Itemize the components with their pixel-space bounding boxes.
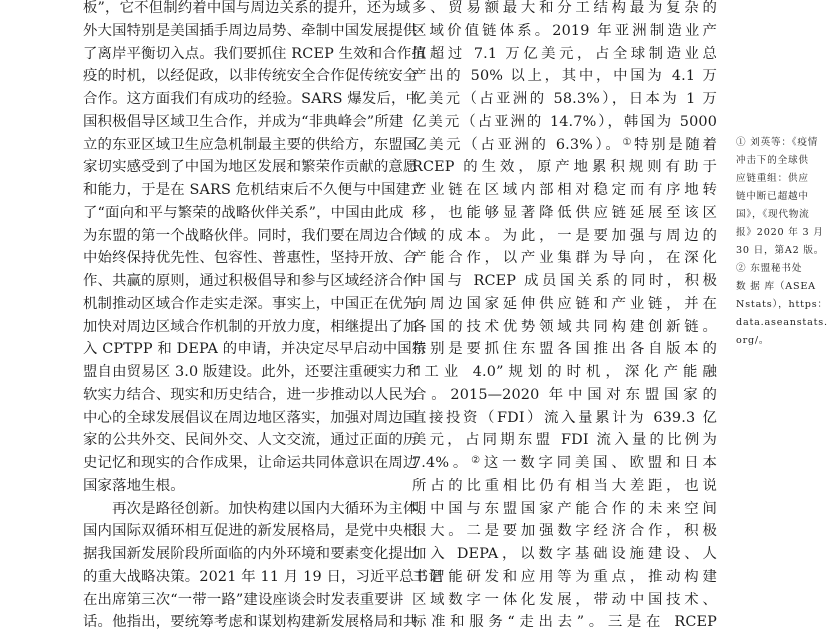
text-line [412,475,717,498]
text-line [412,225,717,248]
text-line [412,293,717,316]
text-line [412,520,717,543]
text-line: 国家落地生根。 [83,477,185,494]
text-line: 入 CPTPP 和 DEPA 的申请，并决定尽早启动中国东 [83,341,427,358]
text-line-content: 区域数字一体化发展，带动中国技术、 [412,591,717,608]
text-line [412,111,717,134]
text-line-content: 各国的技术优势领域共同构建创新链。 [412,318,717,335]
text-line-content: “工业 4.0”规划的时机，深化产能融 [412,364,717,380]
text-line [412,156,717,179]
text-line-content: 加入 DEPA，以数字基础设施建设、人 [412,546,717,562]
text-line-content: 合。2015—2020 年中国对东盟国家的 [412,386,717,403]
text-line [412,452,717,475]
footnote-line: org/。 [736,335,770,346]
text-line-tail: 特别是随着 [634,136,717,153]
footnote-marker: ② [471,455,484,466]
text-line: 合作。这方面我们有成功的经验。SARS 爆发后，中 [83,91,421,107]
text-line-content: 直接投资（FDI）流入量累计为 639.3 亿 [412,409,717,426]
right-text-column [412,0,717,634]
text-line [412,316,717,339]
text-line-content: 产能合作，以产业集群为导向，在深化 [412,250,717,267]
footnote-line: 国》，《现代物流 [736,209,810,220]
footnote-line: 报》2020 年 3 月 [736,227,824,238]
footnote-line: ① 刘英等：《疫情 [736,137,819,148]
text-line: 的重大战略决策。2021 年 11 月 19 日，习近平总书记 [83,568,443,585]
text-line [412,202,717,225]
text-line [412,543,717,566]
text-line: 国积极倡导区域卫生合作，并成为“非典峰会”所建 [83,113,404,130]
text-line: 软实力结合、现实和历史结合，进一步推动以人民为 [83,386,418,403]
text-line-content: RCEP 的生效，原产地累积规则有助于 [412,159,717,176]
footnote-line: 链中断已超越中 [736,191,809,202]
text-line-content: 亿美元（占亚洲的 14.7%），韩国为 5000 [412,113,717,130]
text-line: 了“面向和平与繁荣的战略伙伴关系”，中国由此成 [83,204,404,221]
footnote-line: 数 据 库（ASEA [736,281,816,292]
text-line: 立的东亚区域卫生应急机制最主要的供给方，东盟国 [83,136,418,153]
text-line-content: 亿美元（占亚洲的 58.3%），日本为 1 万 [412,91,717,107]
text-line [412,0,717,20]
text-line: 外大国特别是美国插手周边局势、牵制中国发展提供 [83,22,418,39]
text-line [412,611,717,634]
text-line: 家的公共外交、民间外交、人文交流，通过正面的历 [83,432,418,449]
text-line: 和能力，于是在 SARS 危机结束后不久便与中国建立 [83,182,425,198]
text-line: 加快对周边区域合作机制的开放力度，相继提出了加 [83,318,418,335]
text-line-content: 区域价值链体系。2019 年亚洲制造业产 [412,22,717,39]
text-line [412,179,717,202]
text-line-content: 中国与 RCEP 成员国关系的同时，积极 [412,273,717,289]
text-line-tail: 这一数字同美国、欧盟和日本 [483,455,718,471]
footnote-line: Nstats），https： [736,299,828,310]
text-line [412,429,717,452]
text-line: 据我国新发展阶段所面临的内外环境和要素变化提出 [83,546,418,562]
text-line-content: 很大。二是要加强数字经济合作，积极 [412,523,717,540]
text-line: 在出席第三次“一带一路”建设座谈会时发表重要讲 [83,591,404,608]
footnote-line: ② 东盟秘书处 [736,263,803,274]
text-line [412,384,717,407]
text-line: 作、共赢的原则，通过积极倡导和参与区域经济合作 [83,273,418,289]
text-line-content: 产业链在区域内部相对稳定而有序地转 [412,182,717,198]
text-line-content: 向周边国家延伸供应链和产业链，并在 [412,295,717,312]
text-line-content: 工智能研发和应用等为重点，推动构建 [412,568,717,585]
text-line: 盟自由贸易区 3.0 版建设。此外，还要注重硬实力和 [83,364,422,380]
text-line-content: 产出的 50% 以上，其中，中国为 4.1 万 [412,68,717,85]
text-line-content: 7.4%。 [412,455,472,471]
text-line-content: 域的成本。为此，一是要加强与周边的 [412,227,717,244]
text-line [412,407,717,430]
text-line [412,566,717,589]
text-line [412,338,717,361]
text-line: 了离岸平衡切入点。我们要抓住 RCEP 生效和合作抗 [83,45,426,62]
text-line: 话。他指出，要统筹考虑和谋划构建新发展格局和共 [83,614,418,631]
text-line-content: 移，也能够显著降低供应链延展至该区 [412,204,717,221]
text-line [412,361,717,384]
text-line: 机制推动区域合作走实走深。事实上，中国正在优先 [83,295,418,312]
footnote-line: 应链重组：供应 [736,173,809,184]
text-line [412,43,717,66]
text-line-content: 标准和服务“走出去”。三是在 RCEP [412,614,717,631]
text-line: 板”，它不但制约着中国与周边关系的提升，还为域 [83,0,411,16]
text-line-content: 特别是要抓住东盟各国推出各自版本的 [412,341,717,358]
text-line-content: 明中国与东盟国家产能合作的未来空间 [412,500,717,517]
text-line [412,498,717,521]
text-line: 家切实感受到了中国为地区发展和繁荣作贡献的意愿 [83,159,418,176]
text-line [412,270,717,293]
text-line: 中始终保持优先性、包容性、普惠性，坚持开放、合 [83,250,418,267]
footnotes-column [736,134,828,350]
footnote-marker: ① [622,136,635,148]
text-line-content: 值超过 7.1 万亿美元，占全球制造业总 [412,45,717,62]
text-line: 再次是路径创新。加快构建以国内大循环为主体、 [112,500,432,517]
text-line: 史记忆和现实的合作成果，让命运共同体意识在周边 [83,455,418,471]
text-line [412,134,717,157]
footnote-line: 30 日，第A2 版。 [736,245,825,256]
footnote-line: 冲击下的全球供 [736,155,809,166]
text-line [412,65,717,88]
text-line: 疫的时机，以经促政，以非传统安全合作促传统安全 [83,68,418,85]
text-line-content: 多、贸易额最大和分工结构最为复杂的 [412,0,717,16]
text-line: 国内国际双循环相互促进的新发展格局，是党中央根 [83,523,418,540]
footnote-line: data.aseanstats. [736,317,828,328]
text-line: 中心的全球发展倡议在周边地区落实，加强对周边国 [83,409,418,426]
text-line-content: 亿美元（占亚洲的 6.3%）。 [412,136,623,153]
text-line [412,247,717,270]
text-line [412,88,717,111]
text-line [412,20,717,43]
text-line [412,589,717,612]
text-line-content: 美元，占同期东盟 FDI 流入量的比例为 [412,432,717,449]
text-line-content: 所占的比重相比仍有相当大差距，也说 [412,477,717,494]
text-line: 为东盟的第一个战略伙伴。同时，我们要在周边合作 [83,227,418,244]
